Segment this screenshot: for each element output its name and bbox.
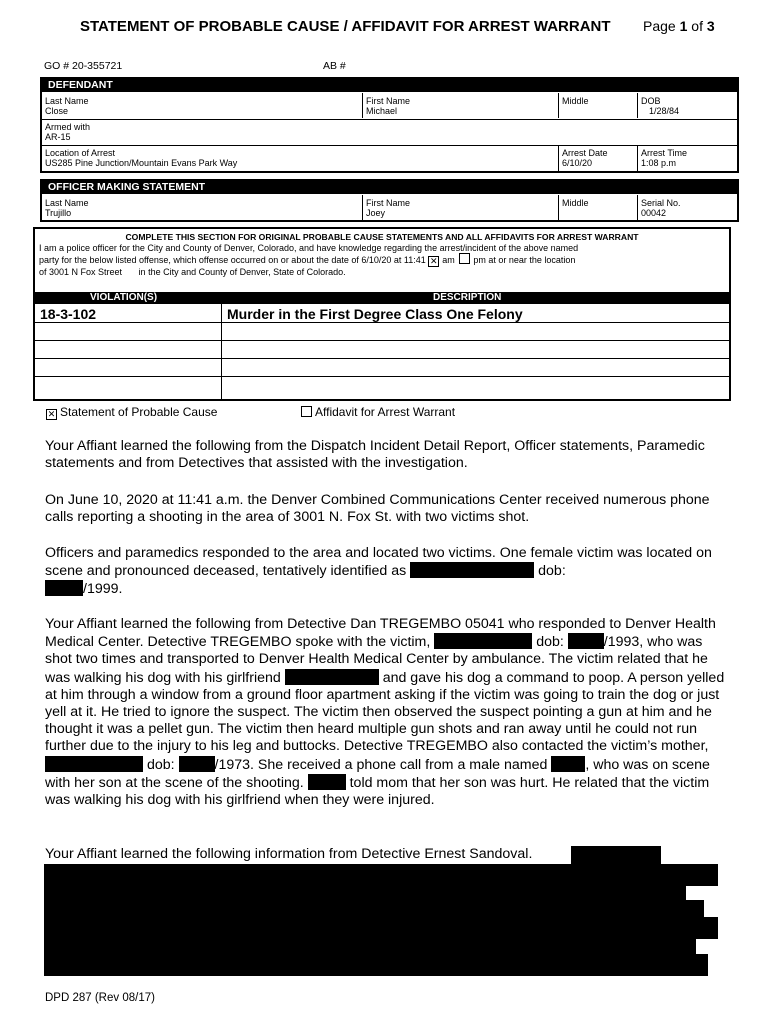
defendant-last-name-cell (42, 96, 362, 116)
violations-header: VIOLATION(S) (90, 292, 158, 303)
defendant-first-name: Michael (366, 106, 398, 116)
paragraph-4-text-d: and gave his dog a command to poop. A person yelled at him through a window from a ground floor apartment asking if the victim was going to train the dog or just yell at it. He tried to ignore the suspect. The victim then observed the suspect pointing a gun at him and he thought it was a pellet gun. The victim then heard multiple gun shots and ran away until he could not run further due to the injury to his leg and buttocks. Detective TREGEMBO also contacted the victim’s mother, (45, 669, 725, 755)
probable-cause-label: Statement of Probable Cause (60, 405, 218, 419)
statement-line-1: I am a police officer for the City and County of Denver, Colorado, and have knowledge regarding the arrest/incident of the above named (39, 243, 579, 253)
defendant-middle-cell (558, 93, 637, 118)
paragraph-4-text-h: told mom that her son was hurt. He related that the victim was walking his dog with his girlfriend when they were injured. (45, 774, 710, 809)
defendant-middle-label: Middle (562, 96, 589, 106)
arrest-date: 6/10/20 (562, 158, 593, 168)
paragraph-3-text-a: Officers and paramedics responded to the area and located two victims. One female victim was located on scene and pronounced deceased, tentatively identified as (45, 545, 712, 580)
original-section-heading: COMPLETE THIS SECTION FOR ORIGINAL PROBABLE CAUSE STATEMENTS AND ALL AFFIDAVITS FOR ARREST WARRANT (125, 232, 639, 242)
defendant-first-name-label: First Name (366, 96, 411, 106)
paragraph-3-text-c: /1999. (83, 581, 123, 598)
page-total: 3 (706, 18, 715, 34)
location-label: Location of Arrest (45, 148, 116, 158)
defendant-dob-label: DOB (641, 96, 661, 106)
am-label: am (442, 255, 455, 265)
page-prefix: Page (643, 18, 676, 34)
redaction (44, 954, 708, 976)
armed-with: AR-15 (45, 132, 71, 142)
statement-line-3 (39, 267, 729, 277)
arrest-date-label: Arrest Date (562, 148, 608, 158)
redaction (551, 756, 585, 772)
statement-line-3b: in the City and County of Denver, State of Colorado. (138, 267, 346, 277)
defendant-last-name-label: Last Name (45, 96, 89, 106)
officer-last-name: Trujillo (45, 208, 72, 218)
arrest-time-cell (637, 146, 737, 171)
defendant-last-name: Close (45, 106, 69, 116)
officer-last-name-label: Last Name (45, 198, 89, 208)
redaction (45, 580, 83, 596)
arrest-date-cell (558, 146, 637, 171)
statement-line-2a: party for the below listed offense, which offense occurred on or about the date of 6/10/20 at 11:41 (39, 255, 426, 265)
redaction (568, 633, 604, 649)
probable-cause-checkbox[interactable]: ✕ (47, 409, 56, 419)
redaction (45, 756, 143, 772)
officer-serial-cell (637, 195, 737, 220)
defendant-header: DEFENDANT (42, 79, 737, 92)
arrest-time: 1:08 p.m (641, 158, 677, 168)
officer-serial-label: Serial No. (641, 198, 681, 208)
officer-first-name-label: First Name (366, 198, 411, 208)
location-of-arrest: US285 Pine Junction/Mountain Evans Park Way (45, 158, 238, 168)
officer-middle-label: Middle (562, 198, 589, 208)
paragraph-1: Your Affiant learned the following from the Dispatch Incident Detail Report, Officer statements, Paramedic statements and from Detectives that assisted with the investigation. (45, 438, 705, 472)
violation-code: 18-3-102 (40, 306, 97, 322)
redaction (434, 633, 532, 649)
document-title: STATEMENT OF PROBABLE CAUSE / AFFIDAVIT FOR ARREST WARRANT (80, 18, 611, 35)
violation-table-header (35, 292, 729, 304)
page-of: of (691, 18, 703, 34)
pm-checkbox[interactable] (459, 253, 470, 264)
paragraph-5-text: Your Affiant learned the following information from Detective Ernest Sandoval. (45, 846, 533, 862)
arrest-warrant-checkbox[interactable] (301, 406, 312, 417)
officer-first-name-cell (362, 195, 558, 220)
statement-line-2 (39, 253, 729, 267)
armed-with-label: Armed with (45, 122, 91, 132)
defendant-section (40, 77, 739, 173)
ab-number: AB # (323, 60, 346, 72)
paragraph-4 (45, 616, 725, 809)
location-cell (42, 148, 558, 168)
officer-serial: 00042 (641, 208, 667, 218)
officer-statement-text (35, 243, 729, 277)
defendant-first-name-cell (362, 93, 558, 118)
officer-last-name-cell (42, 198, 362, 218)
paragraph-4-text-c: /1993, who was shot two times and transported to Denver Health Medical Center by ambulance. The victim related that he was walking his dog with his girlfriend (45, 634, 708, 686)
description-header: DESCRIPTION (433, 292, 502, 303)
paragraph-4-text-b: dob: (536, 634, 564, 651)
redaction (44, 936, 696, 956)
paragraph-4-text-a: Your Affiant learned the following from Detective Dan TREGEMBO 05041 who responded to Denver Health Medical Center. Detective TREGEMBO spoke with the victim, (45, 616, 716, 651)
paragraph-4-text-f: /1973. She received a phone call from a male named (214, 756, 548, 773)
arrest-warrant-label: Affidavit for Arrest Warrant (315, 405, 456, 419)
redaction (44, 864, 718, 886)
redaction (179, 756, 215, 772)
paragraph-4-text-e: dob: (146, 756, 175, 773)
page-indicator (643, 18, 715, 34)
page-number: 1 (679, 18, 688, 34)
armed-with-cell (42, 122, 93, 142)
officer-section (40, 179, 739, 222)
am-checkbox[interactable]: ✕ (430, 256, 438, 266)
paragraph-4-text-g: , who was on scene with her son at the scene of the shooting. (45, 756, 710, 791)
redaction (308, 774, 346, 790)
pm-location-text: pm at or near the location (473, 255, 576, 265)
defendant-name-row (42, 93, 737, 118)
original-statement-section (33, 227, 731, 401)
defendant-dob: 1/28/84 (649, 106, 680, 116)
redaction (410, 562, 534, 578)
probable-cause-option[interactable] (46, 405, 217, 420)
officer-middle-cell (558, 195, 637, 220)
paragraph-3-text-b: dob: (538, 563, 566, 580)
paragraph-2: On June 10, 2020 at 11:41 a.m. the Denver Combined Communications Center received numerous phone calls reporting a shooting in the area of 3001 N. Fox St. with two victims shot. (45, 492, 710, 526)
officer-first-name: Joey (366, 208, 386, 218)
arrest-warrant-option[interactable] (301, 405, 455, 419)
redaction (285, 669, 379, 685)
defendant-dob-cell (637, 93, 737, 118)
arrest-time-label: Arrest Time (641, 148, 688, 158)
violation-description: Murder in the First Degree Class One Felony (227, 306, 523, 322)
go-number: GO # 20-355721 (44, 60, 123, 72)
officer-header: OFFICER MAKING STATEMENT (42, 181, 737, 194)
arrest-location-row (42, 146, 737, 171)
redaction (571, 846, 661, 864)
statement-line-3a: of 3001 N Fox Street (39, 267, 123, 277)
paragraph-3 (45, 545, 725, 599)
form-footer: DPD 287 (Rev 08/17) (45, 992, 155, 1004)
